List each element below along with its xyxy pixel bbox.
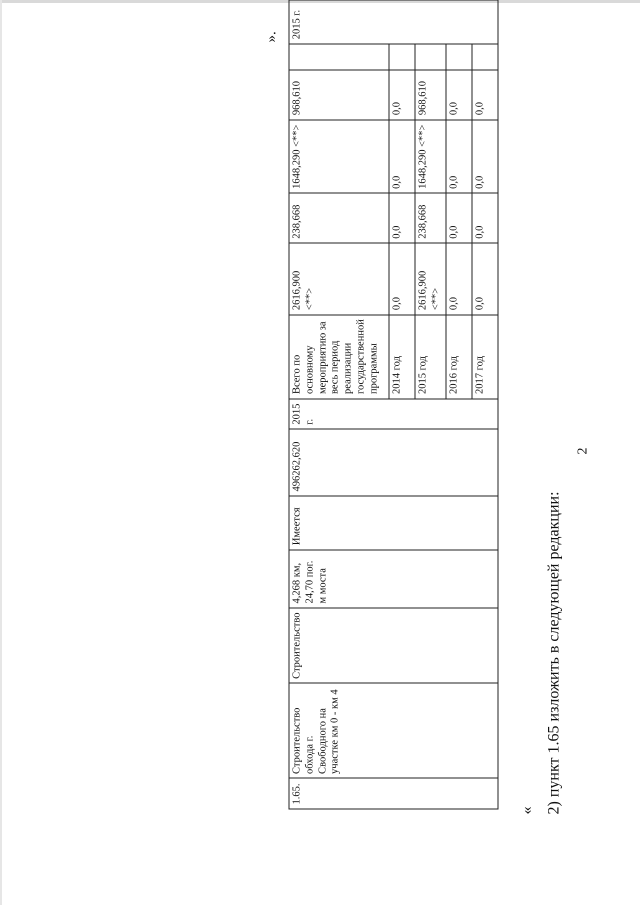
cell-value: 238,668 xyxy=(415,193,446,243)
cell-blank xyxy=(415,44,446,70)
cell-total-value: 968,610 xyxy=(289,70,389,120)
cell-value: 2616,900 <**> xyxy=(415,243,446,314)
cell-total-value: 2616,900 <**> xyxy=(289,243,389,314)
cell-number: 1.65. xyxy=(289,778,498,809)
cell-work-type: Строительство xyxy=(289,608,498,683)
cell-blank xyxy=(471,44,497,70)
cell-value: 0,0 xyxy=(389,243,415,314)
cell-end-year: 2015 г. xyxy=(289,0,498,44)
cell-value: 0,0 xyxy=(389,193,415,243)
cell-value: 1648,290 <**> xyxy=(415,120,446,194)
cell-value: 968,610 xyxy=(415,70,446,120)
cell-value: 0,0 xyxy=(389,70,415,120)
cell-value: 0,0 xyxy=(445,70,471,120)
cell-year-label: 2016 год xyxy=(445,315,471,399)
cell-capacity: 4,268 км, 24,70 пог. м моста xyxy=(289,550,498,608)
table-row-main xyxy=(289,0,389,809)
cell-object-name: Строительство обхода г. Свободного на участке км 0 - км 4 xyxy=(289,683,498,778)
cell-value: 0,0 xyxy=(471,193,497,243)
cell-year-label: 2014 год xyxy=(389,315,415,399)
intro-text: 2) пункт 1.65 изложить в следующей редакции: xyxy=(545,491,562,815)
cell-year-label: 2017 год xyxy=(471,315,497,399)
cell-estimated-cost: 496262,620 xyxy=(289,429,498,496)
cell-value: 0,0 xyxy=(471,243,497,314)
cell-year-label: 2015 год xyxy=(415,315,446,399)
program-table xyxy=(288,0,498,810)
cell-start-year: 2015 г. xyxy=(289,399,498,430)
cell-total-value: 1648,290 <**> xyxy=(289,120,389,194)
cell-value: 0,0 xyxy=(445,120,471,194)
quote-close: ». xyxy=(263,31,279,43)
cell-blank xyxy=(289,44,389,70)
cell-blank xyxy=(445,44,471,70)
cell-value: 0,0 xyxy=(445,193,471,243)
cell-total-label: Всего по основному мероприятию за весь период реализации государственной программы xyxy=(289,315,389,399)
cell-total-value: 238,668 xyxy=(289,193,389,243)
cell-value: 0,0 xyxy=(389,120,415,194)
quote-open: « xyxy=(518,806,535,815)
cell-blank xyxy=(389,44,415,70)
cell-documentation: Имеется xyxy=(289,496,498,550)
cell-value: 0,0 xyxy=(471,70,497,120)
cell-value: 0,0 xyxy=(471,120,497,194)
page-number: 2 xyxy=(575,447,590,455)
cell-value: 0,0 xyxy=(445,243,471,314)
